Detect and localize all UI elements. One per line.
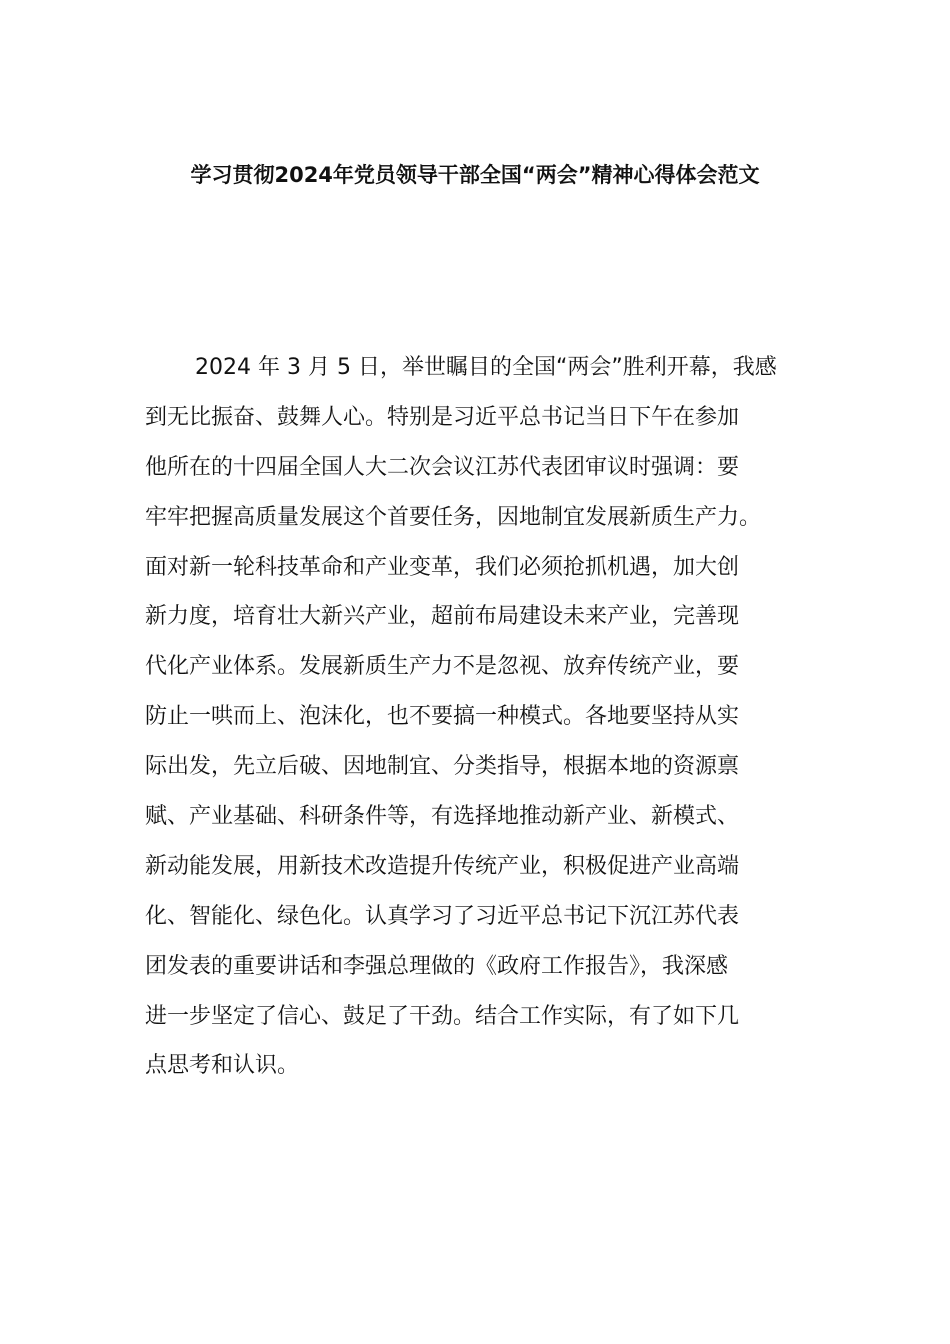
paragraph-line: 2024 年 3 月 5 日，举世瞩目的全国“两会”胜利开幕，我感 — [195, 355, 777, 380]
paragraph-line: 到无比振奋、鼓舞人心。特别是习近平总书记当日下午在参加 — [145, 404, 740, 430]
paragraph-line: 新力度，培育壮大新兴产业，超前布局建设未来产业，完善现 — [145, 604, 740, 630]
paragraph-line: 赋、产业基础、科研条件等，有选择地推动新产业、新模式、 — [145, 804, 740, 830]
paragraph-line: 团发表的重要讲话和李强总理做的《政府工作报告》，我深感 — [145, 953, 729, 979]
paragraph-line: 新动能发展，用新技术改造提升传统产业，积极促进产业高端 — [145, 853, 740, 879]
paragraph-line: 他所在的十四届全国人大二次会议江苏代表团审议时强调：要 — [145, 454, 740, 480]
body-paragraph — [145, 343, 810, 1091]
document-title: 学习贯彻2024年党员领导干部全国“两会”精神心得体会范文 — [190, 163, 760, 187]
paragraph-line: 化、智能化、绿色化。认真学习了习近平总书记下沉江苏代表 — [145, 903, 740, 929]
paragraph-line: 面对新一轮科技革命和产业变革，我们必须抢抓机遇，加大创 — [145, 554, 740, 580]
paragraph-line: 防止一哄而上、泡沫化，也不要搞一种模式。各地要坚持从实 — [145, 704, 740, 730]
paragraph-line: 牢牢把握高质量发展这个首要任务，因地制宜发展新质生产力。 — [145, 504, 762, 530]
paragraph-line: 进一步坚定了信心、鼓足了干劲。结合工作实际，有了如下几 — [145, 1003, 740, 1029]
paragraph-line: 点思考和认识。 — [145, 1053, 300, 1079]
paragraph-line: 际出发，先立后破、因地制宜、分类指导，根据本地的资源禀 — [145, 754, 740, 780]
paragraph-line: 代化产业体系。发展新质生产力不是忽视、放弃传统产业，要 — [145, 654, 740, 680]
